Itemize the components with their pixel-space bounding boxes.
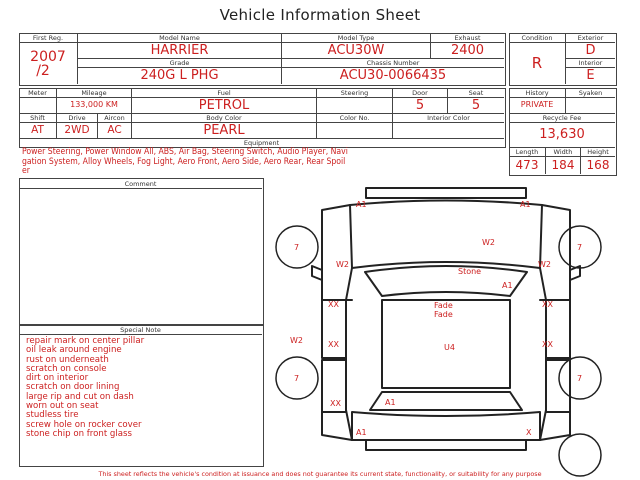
shift-value: AT: [31, 124, 44, 136]
tire-mark: 7: [294, 243, 300, 252]
tire-mark: 7: [577, 374, 583, 383]
model-type-value: ACU30W: [327, 43, 385, 58]
mark-w2: W2: [538, 260, 551, 269]
special-note-item: scratch on door lining: [26, 382, 120, 393]
meter-label: Meter: [28, 89, 47, 97]
mark-fade: Fade: [434, 310, 453, 319]
tire-mark: 7: [294, 374, 300, 383]
special-note-label: Special Note: [120, 326, 161, 334]
mark-xx: XX: [542, 340, 553, 349]
front-bumper-outline: [366, 188, 526, 198]
right-rear-door: [546, 360, 570, 412]
drive-value: 2WD: [64, 124, 90, 136]
drive-label: Drive: [68, 114, 86, 122]
mark-a1: A1: [356, 428, 367, 437]
length-value: 473: [515, 158, 539, 172]
page-title: Vehicle Information Sheet: [219, 6, 421, 24]
interior-color-label: Interior Color: [427, 114, 470, 122]
mark-w2: W2: [290, 336, 303, 345]
special-note-item: worn out on seat: [26, 401, 99, 412]
equipment-line: er: [22, 166, 30, 177]
interior-label: Interior: [578, 59, 603, 67]
mark-xx: XX: [328, 300, 339, 309]
tailgate-outline: [352, 412, 540, 440]
seat-value: 5: [471, 98, 481, 113]
special-note-item: dirt on interior: [26, 373, 89, 384]
body-color-value: PEARL: [203, 123, 245, 138]
width-value: 184: [551, 158, 575, 172]
mark-u4: U4: [444, 343, 455, 352]
fuel-value: PETROL: [198, 98, 250, 113]
left-mirror: [312, 266, 322, 280]
model-name-value: HARRIER: [150, 43, 209, 58]
recycle-fee-label: Recycle Fee: [542, 114, 582, 122]
special-note-item: repair mark on center pillar: [26, 336, 145, 346]
mark-w2: W2: [482, 238, 495, 247]
mileage-label: Mileage: [81, 89, 107, 97]
shift-label: Shift: [30, 114, 45, 122]
chassis-number-value: ACU30-0066435: [339, 68, 447, 83]
special-note-item: rust on underneath: [26, 354, 109, 365]
special-note-item: scratch on console: [26, 363, 107, 374]
equipment-line: gation System, Alloy Wheels, Fog Light, Aero Front, Aero Side, Aero Rear, Rear Spoil: [22, 156, 346, 167]
right-front-fender: [540, 205, 570, 300]
history-value: PRIVATE: [520, 100, 554, 109]
mark-a1: A1: [356, 200, 367, 209]
mark-x: X: [526, 428, 532, 437]
rear-bumper-outline: [366, 440, 526, 450]
fuel-label: Fuel: [217, 89, 231, 97]
height-label: Height: [587, 148, 609, 156]
mark-a1: A1: [502, 281, 513, 290]
interior-value: E: [586, 68, 595, 83]
aircon-value: AC: [107, 124, 122, 136]
left-front-fender: [322, 205, 352, 300]
special-note-item: oil leak around engine: [26, 345, 122, 356]
grade-value: 240G L PHG: [140, 68, 219, 83]
body-color-label: Body Color: [206, 114, 242, 122]
mark-xx: XX: [330, 399, 341, 408]
chassis-number-label: Chassis Number: [366, 59, 420, 67]
disclaimer-footer: This sheet reflects the vehicle's condition at issuance and does not guarantee its current state, functionality, or suitability for any purpose: [98, 470, 542, 478]
mark-a1: A1: [385, 398, 396, 407]
model-name-label: Model Name: [159, 34, 200, 42]
first-reg-year: 2007: [30, 49, 66, 65]
hood-outline: [350, 201, 542, 269]
exterior-label: Exterior: [577, 34, 604, 42]
mark-xx: XX: [542, 300, 553, 309]
special-note-item: large rip and cut on dash: [26, 391, 134, 402]
mark-fade: Fade: [434, 301, 453, 310]
exhaust-label: Exhaust: [454, 34, 481, 42]
mark-a1: A1: [520, 200, 531, 209]
height-value: 168: [586, 158, 610, 172]
length-label: Length: [515, 148, 539, 156]
special-note-item: stone chip on front glass: [26, 428, 132, 439]
door-label: Door: [412, 89, 428, 97]
comment-label: Comment: [124, 180, 157, 188]
syaken-label: Syaken: [578, 89, 603, 97]
mark-w2: W2: [336, 260, 349, 269]
special-note-item: studless tire: [26, 410, 79, 421]
condition-label: Condition: [521, 34, 553, 42]
exhaust-value: 2400: [450, 43, 485, 58]
aircon-label: Aircon: [104, 114, 125, 122]
tire-mark: 7: [577, 243, 583, 252]
equipment-line: Power Steering, Power Window All, ABS, Air Bag, Steering Switch, Audio Player, Navi: [22, 147, 348, 157]
model-type-label: Model Type: [337, 34, 375, 42]
steering-label: Steering: [340, 89, 369, 97]
recycle-fee-value: 13,630: [539, 127, 585, 142]
condition-value: R: [531, 54, 543, 72]
grade-label: Grade: [169, 59, 190, 67]
special-note-item: screw hole on rocker cover: [26, 419, 142, 430]
exterior-value: D: [585, 43, 596, 58]
mileage-value: 133,000 KM: [70, 100, 118, 109]
equipment-label: Equipment: [243, 139, 280, 147]
color-no-label: Color No.: [339, 114, 370, 122]
first-reg-month: /2: [36, 63, 50, 79]
seat-label: Seat: [468, 89, 484, 97]
door-value: 5: [415, 98, 425, 113]
mark-stone: Stone: [458, 267, 482, 276]
mark-xx: XX: [328, 340, 339, 349]
history-label: History: [525, 89, 549, 97]
first-reg-label: First Reg.: [32, 34, 64, 42]
width-label: Width: [553, 148, 573, 156]
